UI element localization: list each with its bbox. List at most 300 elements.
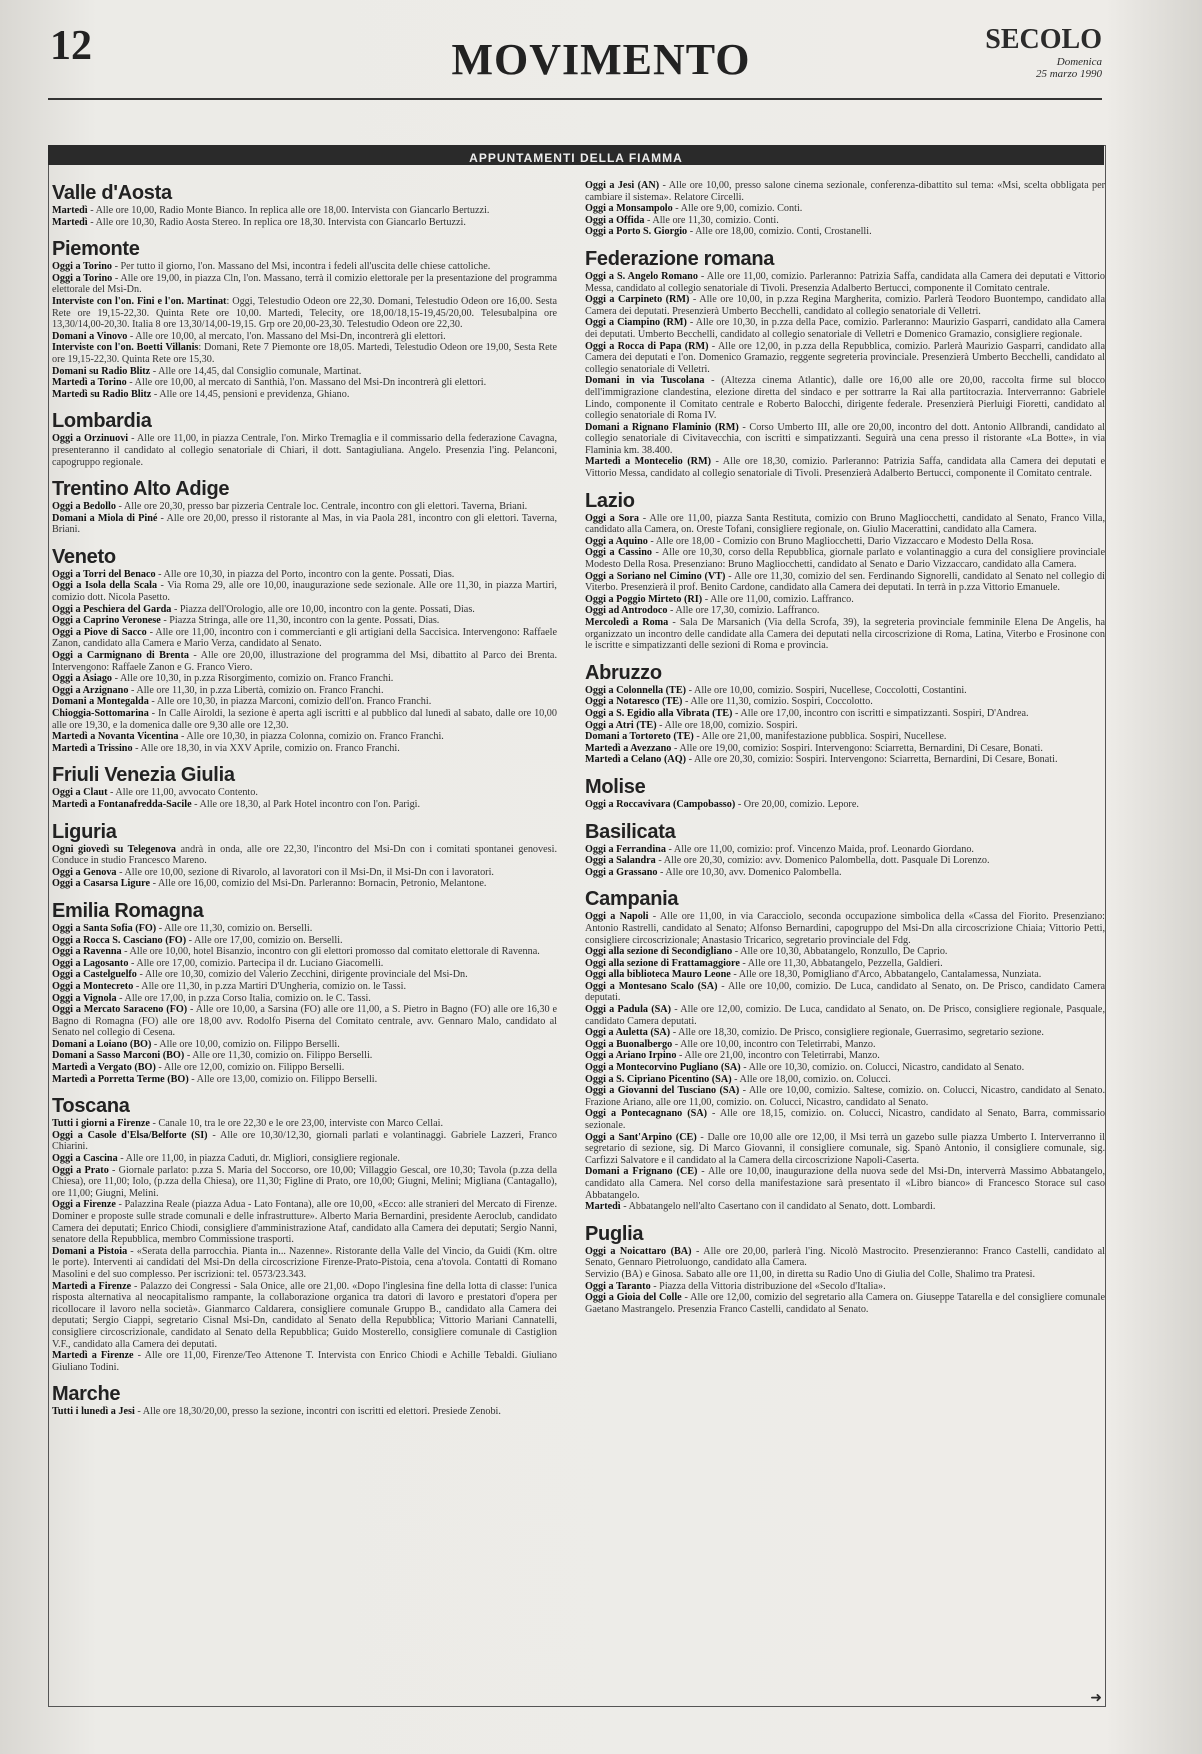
appointment-entry	[52, 366, 557, 378]
appointment-lead: Domani a Tortoreto (TE)	[585, 731, 694, 743]
appointment-entry	[585, 1132, 1105, 1167]
appointment-lead: Oggi a Casole d'Elsa/Belforte (SI)	[52, 1129, 208, 1141]
appointment-lead: Oggi a Torino	[52, 272, 113, 284]
appointment-text: - Alle ore 10,00, comizio. Sospiri, Nucellese, Coccolotti, Costantini.	[686, 684, 967, 696]
appointment-lead: Oggi a Ariano Irpino	[585, 1050, 677, 1062]
region-heading: Veneto	[52, 545, 116, 568]
region-heading: Lazio	[585, 489, 635, 512]
appointment-entry	[585, 1004, 1105, 1027]
appointment-entry	[52, 923, 557, 935]
appointment-entry	[585, 547, 1105, 570]
appointment-entry	[52, 569, 557, 581]
appointment-lead: Oggi a Montecreto	[52, 980, 134, 992]
appointment-entry	[52, 296, 557, 331]
appointment-text: : Oggi, Telestudio Odeon ore 22,30. Domani, Telestudio Odeon ore 16,00. Sesta Rete ore 19,15-22,30. Quinta Rete ore 10,00. Martedì, Telecity, ore 18,00/18,15-19,45/20,00. Telesubalpina ore 13,30/14,00-20,30. Italia 8 ore 13,30/14,00-19,15. Grp ore 20,00-23,30. Telestudio Odeon ore 22,30.	[52, 295, 557, 331]
page-number: 12	[50, 23, 92, 69]
appointment-lead: Martedì a Porretta Terme (BO)	[52, 1073, 189, 1085]
appointment-lead: Martedì a Torino	[52, 377, 127, 389]
region-heading: Trentino Alto Adige	[52, 478, 230, 501]
region-block	[585, 1223, 1105, 1316]
continue-arrow-icon: ➜	[1090, 1691, 1102, 1706]
appointment-lead: Domani a Frignano (CE)	[585, 1166, 698, 1178]
appointment-text: - Alle ore 11,00, avvocato Contento.	[107, 787, 258, 799]
appointment-lead: Domani a Loiano (BO)	[52, 1038, 152, 1050]
appointment-lead: Interviste con l'on. Boetti Villanis	[52, 342, 199, 354]
appointment-entry	[52, 799, 557, 811]
appointment-text: - Alle ore 10,30, comizio del Valerio Zecchini, dirigente provinciale del Msi-Dn.	[136, 969, 468, 981]
appointment-entry	[52, 273, 557, 296]
appointment-lead: Oggi a Ciampino (RM)	[585, 317, 687, 329]
appointment-text: - Alle ore 20,30, presso bar pizzeria Centrale loc. Centrale, incontro con gli elettori. Taverna, Briani.	[115, 501, 528, 513]
appointment-text: - Alle ore 18,00, comizio. on. Colucci.	[731, 1073, 891, 1085]
appointment-entry	[52, 1153, 557, 1165]
appointment-entry	[585, 536, 1105, 548]
appointment-lead: Oggi a Carpineto (RM)	[585, 294, 690, 306]
appointment-lead: Oggi a Carmignano di Brenta	[52, 650, 189, 662]
appointment-lead: Oggi a Noicattaro (BA)	[585, 1245, 692, 1257]
appointment-entry	[585, 215, 1105, 227]
appointment-lead: Martedì a Montecelio (RM)	[585, 456, 712, 468]
appointment-text: - Alle ore 10,00, comizio. Saltese, comizio. on. Colucci, Nicastro, candidato al Senato. Frazione Ariano, alle ore 11,00, comizio. on. Colucci, Nicastro, candidato al Senato.	[585, 1085, 1105, 1108]
appointment-entry	[585, 799, 1105, 811]
date-day: Domenica	[1056, 56, 1102, 68]
appointment-text: - Alle ore 11,00, comizio: prof. Vincenzo Maida, prof. Leonardo Giordano.	[665, 843, 974, 855]
appointment-lead: Oggi a Buonalbergo	[585, 1038, 673, 1050]
appointment-entry	[52, 1350, 557, 1373]
appointment-entry	[52, 1062, 557, 1074]
section-title: MOVIMENTO	[451, 35, 751, 84]
appointment-text: - Alle ore 18,00, comizio. Conti, Crostanelli.	[687, 226, 872, 238]
region-block	[585, 888, 1105, 1212]
appointment-entry	[52, 1118, 557, 1130]
appointment-entry	[585, 1050, 1105, 1062]
appointment-entry	[585, 946, 1105, 958]
appointment-text: - Alle ore 18,30, al Park Hotel incontro con l'on. Parigi.	[191, 798, 421, 810]
appointment-lead: Oggi a Gioia del Colle	[585, 1292, 682, 1304]
appointment-entry	[585, 855, 1105, 867]
region-heading: Marche	[52, 1383, 121, 1406]
appointment-text: - Alle ore 21,00, manifestazione pubblica. Sospiri, Nucellese.	[693, 731, 947, 743]
appointment-lead: Oggi a Soriano nel Cimino (VT)	[585, 570, 726, 582]
appointment-entry	[585, 867, 1105, 879]
appointment-text: - Palazzo dei Congressi - Sala Onice, alle ore 21,00. «Dopo l'inglesina fine della lotta di classe: l'unica risposta alternativa al neocapitalismo rampante, la collaborazione organica tra datori di lavoro e prestatori d'opera per ricollocare il lavoro nella società». Gianmarco Caldarera, consigliere comunale Gruppo B., candidato alla Camera dei deputati; Sergio Ciappi, segretario Cisnal Msi-Dn, candidato al Senato della Repubblica; Vittorio Mariani Cannatelli, consigliere circoscrizionale, candidato al Senato della Repubblica; Guido Mosterello, consigliere comunale di Castiglion V.F., candidato alla Camera dei deputati.	[52, 1280, 557, 1350]
region-block	[52, 764, 557, 810]
appointment-text: - Palazzina Reale (piazza Adua - Lato Fontana), alle ore 10,00, «Ecco: alle stranieri del Mercato di Firenze. Dominer e proposte sulle strade comunali e delle infrastrutture». Alberto Maria Bernardini, presidente Aeroclub, candidato Camera dei deputati; Enrico Chiodi, consigliere d'amministrazione Ataf, candidato alla Camera dei deputati; Sergio Nanni, senatore della Repubblica, membro Commissione trasporti.	[52, 1199, 557, 1246]
section-banner: APPUNTAMENTI DELLA FIAMMA	[48, 145, 1104, 165]
appointment-lead: Oggi ad Antrodoco	[585, 605, 668, 617]
appointment-entry	[585, 969, 1105, 981]
appointment-lead: Martedì a Trissino	[52, 742, 133, 754]
appointment-text: : Domani, Rete 7 Piemonte ore 18,05. Martedì, Telestudio Odeon ore 19,00, Sesta Rete ore 19,15-22,30. Quinta Rete ore 15,30.	[52, 342, 557, 365]
appointment-text: - Giornale parlato: p.zza S. Maria del Soccorso, ore 10,00; Villaggio Gescal, ore 10,30; Tavola (p.zza della Chiesa), ore 11,00; Iolo, (p.zza della Chiesa), ore 11,30; Figline di Prato, ore 10,00; Giugni, Melini; Migliana (Cantagallo), ore 11,00; Giugni, Melini.	[52, 1164, 557, 1199]
appointment-entry	[585, 1201, 1105, 1213]
appointment-text: - Alle ore 17,00, incontro con iscritti e simpatizzanti. Sospiri, D'Andrea.	[732, 707, 1029, 719]
appointment-entry	[52, 1406, 557, 1418]
appointment-text: - Alle ore 10,00, Radio Monte Bianco. In replica alle ore 18,00. Intervista con Giancarlo Bertuzzi.	[87, 205, 490, 216]
appointment-lead: Oggi a Montesano Scalo (SA)	[585, 980, 718, 992]
appointment-lead: Oggi a Grassano	[585, 866, 658, 878]
appointment-lead: Oggi a Piove di Sacco	[52, 626, 147, 638]
appointment-lead: Oggi a Notaresco (TE)	[585, 696, 683, 708]
appointment-entry	[585, 911, 1105, 946]
region-block	[52, 1095, 557, 1373]
appointment-entry	[52, 787, 557, 799]
appointment-entry	[585, 1292, 1105, 1315]
region-heading: Toscana	[52, 1095, 130, 1118]
region-heading: Friuli Venezia Giulia	[52, 764, 235, 787]
appointment-entry	[52, 342, 557, 365]
appointment-text: andrà in onda, alle ore 22,30, l'incontro del Msi-Dn con i comitati spontanei genovesi. Conduce in studio Francesco Mareno.	[52, 843, 557, 867]
appointment-text: - In Calle Airoldi, la sezione è aperta agli iscritti e al pubblico dal lunedì al sabato, dalle ore 10,00 alle ore 19,30, e la domenica dalle ore 9,30 alle ore 12,30.	[52, 708, 557, 731]
appointment-text: - Alle ore 10,00, incontro con Teletirrabi, Manzo.	[672, 1038, 876, 1050]
region-block	[52, 1383, 557, 1418]
appointment-text: - Alle ore 20,00, parlerà l'ing. Nicolò Mastrocito. Presenzieranno: Franco Castelli, candidato al Senato, Gennaro Pietroluongo, candidato alla Camera.	[585, 1245, 1105, 1269]
appointment-entry	[52, 627, 557, 650]
appointment-lead: Oggi a Taranto	[585, 1280, 651, 1292]
region-heading: Valle d'Aosta	[52, 182, 172, 204]
appointment-entry	[52, 878, 557, 890]
region-heading: Liguria	[52, 820, 117, 843]
appointment-entry	[52, 867, 557, 879]
appointment-entry	[52, 1074, 557, 1086]
appointment-lead: Oggi a Torino	[52, 261, 113, 273]
appointment-text: - Alle ore 12,00, comizio on. Filippo Berselli.	[155, 1062, 345, 1074]
appointment-text: - Dalle ore 10,00 alle ore 12,00, il Msi terrà un gazebo sulle piazza Umberto I. Interverranno il segretario di sezione, sig. Di Marco Giovanni, il consigliere comunale, sig. Spanò Antonio, il consigliere comunale, sig. Carfizzi Salvatore e il candidato al la Camera della circoscrizione Napoli-Caserta.	[585, 1131, 1105, 1166]
appointment-entry	[52, 708, 557, 731]
appointment-entry	[52, 433, 557, 468]
appointment-entry	[52, 604, 557, 616]
region-block	[52, 410, 557, 468]
appointment-entry	[585, 605, 1105, 617]
appointment-entry	[52, 935, 557, 947]
appointment-lead: Oggi a Auletta (SA)	[585, 1027, 671, 1039]
appointment-lead: Oggi a S. Angelo Romano	[585, 270, 698, 282]
region-block	[585, 776, 1105, 811]
appointment-lead: Interviste con l'on. Fini e l'on. Martinat	[52, 295, 227, 307]
header-rule	[48, 98, 1102, 100]
appointment-lead: Oggi a Giovanni del Tusciano (SA)	[585, 1085, 740, 1097]
appointment-text: - Alle ore 11,00, comizio. Laffranco.	[702, 593, 854, 605]
appointment-entry	[52, 331, 557, 343]
appointment-lead: Oggi a Aquino	[585, 535, 648, 547]
appointment-lead: Oggi a Padula (SA)	[585, 1004, 672, 1016]
appointment-text: - Alle ore 12,00, comizio del segretario alla Camera on. Giuseppe Tatarella e del consigliere comunale Gaetano Mastrangelo. Presenzia Franco Castelli, candidato al Senato.	[585, 1292, 1105, 1315]
appointment-lead: Oggi a Ravenna	[52, 946, 122, 958]
appointment-text: - Alle ore 12,00, comizio. De Luca, candidato al Senato, on. De Prisco, consigliere regionale, Pasquale, candidato Camera deputati.	[585, 1004, 1105, 1027]
appointment-text: - Alle ore 10,00, presso salone cinema sezionale, conferenza-dibattito sul tema: «Msi, scelta obbligata per cambiare il sistema». Relatore Circelli.	[585, 180, 1105, 203]
appointment-text: - Alle ore 10,30, in p.zza Risorgimento, comizio on. Franco Franchi.	[112, 673, 394, 685]
appointment-lead: Martedì su Radio Blitz	[52, 388, 152, 400]
appointment-text: - Alle ore 17,00, in p.zza Corso Italia, comizio on. le C. Tassi.	[116, 992, 371, 1004]
appointment-lead: Martedì a Fontanafredda-Sacile	[52, 798, 192, 810]
appointment-text: - Alle ore 11,00, comizio. Parleranno: Patrizia Saffa, candidata alla Camera dei deputati e Vittorio Messa, candidato al collegio senatoriale di Tivoli. Presenzia Adalberto Bertucci, componente il Comitato centrale.	[585, 270, 1105, 294]
appointment-text: - Alle ore 11,00, piazza Santa Restituta, comizio con Bruno Magliocchetti, candidato al Senato, Franco Villa, candidato alla Camera, on. Oreste Tofani, consigliere regionale, on. Giulio Macerattini, candidato alla Camera.	[585, 512, 1105, 536]
appointment-lead: Oggi a Asiago	[52, 673, 113, 685]
appointment-lead: Oggi a Montecorvino Pugliano (SA)	[585, 1062, 741, 1074]
appointment-lead: Ogni giovedì su Telegenova	[52, 843, 176, 855]
appointment-entry	[52, 844, 557, 867]
appointment-lead: Domani a Montegalda	[52, 696, 149, 708]
appointment-text: - Alle ore 10,30, avv. Domenico Palombella.	[657, 866, 842, 878]
right-column	[585, 180, 1105, 1325]
appointment-entry	[585, 1281, 1105, 1293]
region-heading: Abruzzo	[585, 661, 662, 684]
appointment-entry	[52, 513, 557, 536]
appointment-entry	[585, 685, 1105, 697]
appointment-lead: Oggi a Sora	[585, 512, 639, 524]
region-heading: Campania	[585, 888, 679, 911]
appointment-text: - Alle ore 12,00, in p.zza della Repubblica, comizio. Parlerà Maurizio Gasparri, candidato alla Camera dei deputati e l'on. Domenico Gramazio, reggente segreteria provinciale. Presenzierà Umberto Becchelli, candidato al collegio senatoriale di Velletri.	[585, 340, 1105, 375]
appointment-lead: Domani in via Tuscolana	[585, 375, 705, 387]
appointment-text: - Alle ore 11,30, comizio del sen. Ferdinando Signorelli, candidato al Senato nel collegio di Viterbo. Presenzierà il prof. Benito Cardone, candidato alla Camera dei deputati. In terrà in p.zza Vittorio Emanuele.	[585, 570, 1105, 594]
appointment-lead: Domani a Miola di Piné	[52, 512, 158, 524]
appointment-lead: Oggi a S. Cipriano Picentino (SA)	[585, 1073, 732, 1085]
appointment-lead: Oggi a Prato	[52, 1164, 109, 1176]
region-block	[52, 182, 557, 228]
appointment-lead: Martedì a Vergato (BO)	[52, 1062, 156, 1074]
appointment-text: - Alle ore 10,30, in piazza del Porto, incontro con la gente. Possati, Dias.	[155, 568, 455, 580]
appointment-entry	[52, 501, 557, 513]
appointment-entry	[585, 1062, 1105, 1074]
appointment-lead: Oggi a Jesi (AN)	[585, 180, 660, 191]
appointment-text: - Alle ore 20,30, comizio: Sospiri. Intervengono: Sciarretta, Bernardini, Di Cesare, Bonati.	[686, 754, 1058, 766]
appointment-text: - Alle ore 10,00, comizio. De Luca, candidato al Senato, on. De Prisco, candidato Camera deputati.	[585, 980, 1105, 1004]
appointment-entry	[52, 1039, 557, 1051]
appointment-lead: Oggi a Peschiera del Garda	[52, 603, 172, 615]
appointment-lead: Oggi a Offida	[585, 214, 645, 226]
region-block	[52, 821, 557, 890]
appointment-text: - Alle ore 10,00, al mercato di Santhià, l'on. Massano del Msi-Dn incontrerà gli elettori.	[126, 377, 487, 389]
left-column	[52, 180, 557, 1428]
appointment-entry	[585, 294, 1105, 317]
appointment-entry	[585, 180, 1105, 203]
appointment-entry	[52, 731, 557, 743]
appointment-entry	[585, 731, 1105, 743]
appointment-lead: Oggi a Ferrandina	[585, 843, 666, 855]
appointment-entry	[52, 981, 557, 993]
appointment-lead: Oggi a Torri del Benaco	[52, 568, 156, 580]
appointment-text: - Alle ore 11,30, comizio. Conti.	[644, 214, 779, 226]
appointment-text: - Alle ore 19,00, in piazza Cln, l'on. Massano, terrà il comizio elettorale per la presentazione del programma elettorale del Msi-Dn.	[52, 272, 557, 296]
appointment-lead: Oggi a Porto S. Giorgio	[585, 226, 688, 238]
appointment-lead: Oggi a Casarsa Ligure	[52, 878, 151, 890]
appointment-text: - Alle ore 11,00, in via Caracciolo, seconda occupazione simbolica della «Cassa del Fiorito. Presenziano: Antonio Rastrelli, candidato al Senato; Alfonso Bernardini, capogruppo del Msi-Dn alla circoscrizione Chiaia; Vittorio Petti, consigliere circoscrizionale; Anastasio Tricarico, segretario provinciale del Fdg.	[585, 911, 1105, 946]
appointment-lead: Oggi a Santa Sofia (FO)	[52, 922, 157, 934]
appointment-lead: Oggi a Salandra	[585, 855, 656, 867]
appointment-lead: Oggi a Poggio Mirteto (RI)	[585, 593, 703, 605]
appointment-lead: Oggi a Arzignano	[52, 684, 129, 696]
appointment-text: - Alle ore 18,15, comizio. on. Colucci, Nicastro, candidato al Senato, Barra, commissario sezionale.	[585, 1108, 1105, 1131]
appointment-text: - Alle ore 10,00, in p.zza Regina Margherita, comizio. Parlerà Teodoro Buontempo, candidato alla Camera dei deputati. Presenzierà Umberto Becchelli, candidato al collegio senatoriale di Velletri.	[585, 294, 1106, 317]
appointment-lead: Oggi a Monsampolo	[585, 203, 673, 215]
appointment-entry	[585, 1246, 1105, 1269]
appointment-entry	[52, 615, 557, 627]
region-block	[585, 180, 1105, 238]
date-full: 25 marzo 1990	[1035, 68, 1102, 80]
appointment-text: - Piazza della Vittoria distribuzione del «Secolo d'Italia».	[650, 1280, 886, 1292]
appointment-text: - Alle ore 10,00, hotel Bisanzio, incontro con gli elettori promosso dal comitato elettorale di Ravenna.	[121, 946, 540, 958]
appointment-lead: Oggi a Castelguelfo	[52, 969, 137, 981]
appointment-text: - Alle ore 18,00 - Comizio con Bruno Magliocchetti, Dario Vizzaccaro e Modesto Della Rosa.	[647, 535, 1034, 547]
appointment-entry	[585, 754, 1105, 766]
appointment-text: - Alle ore 18,30, comizio. De Prisco, consigliere regionale, Guerrasimo, segretario sezione.	[670, 1027, 1044, 1039]
appointment-entry	[585, 1166, 1105, 1201]
region-heading: Puglia	[585, 1222, 644, 1245]
appointment-entry	[585, 743, 1105, 755]
appointment-entry	[585, 375, 1105, 421]
appointment-text: - Alle ore 21,00, incontro con Teletirrabi, Manzo.	[676, 1050, 880, 1062]
appointment-lead: Domani a Rignano Flaminio (RM)	[585, 421, 739, 433]
appointment-text: - Alle ore 20,00, presso il ristorante al Mas, in via Paola 281, incontro con gli elettori. Taverna, Briani.	[52, 512, 557, 536]
appointment-entry	[585, 456, 1105, 479]
region-block	[585, 662, 1105, 766]
appointment-lead: Oggi a Rocca S. Casciano (FO)	[52, 934, 187, 946]
appointment-text: - Piazza dell'Orologio, alle ore 10,00, incontro con la gente. Possati, Dias.	[171, 603, 475, 615]
appointment-entry	[585, 844, 1105, 856]
region-heading: Basilicata	[585, 820, 676, 843]
appointment-lead: Oggi a Sant'Arpino (CE)	[585, 1131, 697, 1143]
appointment-text: - Canale 10, tra le ore 22,30 e le ore 23,00, interviste con Marco Cellai.	[149, 1118, 443, 1130]
appointment-entry	[52, 1199, 557, 1245]
appointment-lead: Oggi a Cascina	[52, 1153, 118, 1165]
appointment-text: - Alle ore 17,00, comizio on. Berselli.	[186, 934, 343, 946]
region-block	[52, 478, 557, 536]
appointment-text: - Alle ore 11,30, comizio on. Filippo Berselli.	[184, 1050, 373, 1062]
appointment-entry	[585, 513, 1105, 536]
appointment-entry	[52, 969, 557, 981]
appointment-lead: Oggi a Bedollo	[52, 501, 116, 513]
appointment-text: - Piazza Stringa, alle ore 11,30, incontro con la gente. Possati, Dias.	[160, 615, 440, 627]
appointment-lead: Tutti i giorni a Firenze	[52, 1118, 150, 1130]
appointment-text: - Alle ore 10,30, in piazza Colonna, comizio on. Franco Franchi.	[178, 731, 444, 743]
masthead	[985, 24, 1102, 80]
appointment-text: - Alle ore 10,30, corso della Repubblica, giornale parlato e volantinaggio a cura del consigliere provinciale Modesto Della Rosa. Presenziano: Bruno Magliocchetti, candidato al Senato e Dario Vizzaccaro, candidato alla Camera.	[585, 547, 1106, 571]
appointment-text: - Sala De Marsanich (Via della Scrofa, 39), la segreteria provinciale femminile Elena De Angelis, ha organizzato un incontro delle candidate alla Camera dei deputati nella circoscrizione di Roma, Latina, Viterbo e Frosinone con le iscritte e simpatizzanti delle sezioni di Roma e provincia.	[585, 617, 1105, 652]
appointment-text: - Alle ore 11,30, comizio on. Berselli.	[156, 922, 313, 934]
appointment-entry	[585, 594, 1105, 606]
appointment-lead: Domani a Pistoia	[52, 1245, 128, 1257]
appointment-text: - Per tutto il giorno, l'on. Massano del Msi, incontra i fedeli all'uscita delle chiese cattoliche.	[112, 261, 491, 273]
appointment-lead: Oggi a Caprino Veronese	[52, 615, 161, 627]
appointment-text: - Alle ore 18,30, comizio. Parleranno: Patrizia Saffa, candidata alla Camera dei deputati e Vittorio Messa, candidato al collegio senatoriale di Tivoli. Presenzierà Adalberto Bertucci, componente il Comitato centrale.	[585, 456, 1105, 480]
appointment-lead: Martedì	[585, 1201, 621, 1213]
appointment-lead: Oggi alla sezione di Frattamaggiore	[585, 957, 740, 969]
appointment-lead: Martedì a Novanta Vicentina	[52, 731, 179, 743]
appointment-text: - Alle ore 13,00, comizio on. Filippo Berselli.	[188, 1073, 378, 1085]
appointment-lead: Martedì a Firenze	[52, 1350, 134, 1362]
appointment-entry	[585, 1027, 1105, 1039]
appointment-text: - Alle ore 10,00, al mercato, l'on. Massano del Msi-Dn, incontrerà gli elettori.	[127, 330, 446, 342]
appointment-entry	[585, 981, 1105, 1004]
appointment-lead: Martedì	[52, 205, 88, 216]
appointment-text: - Alle ore 18,30/20,00, presso la sezione, incontri con iscritti ed elettori. Presiede Zenobi.	[134, 1406, 501, 1418]
appointment-text: - Alle ore 14,45, dal Consiglio comunale, Martinat.	[150, 365, 362, 377]
appointment-text: - Alle ore 10,30, Radio Aosta Stereo. In replica ore 18,30. Intervista con Giancarlo Bertuzzi.	[87, 216, 466, 228]
region-block	[52, 546, 557, 755]
appointment-entry	[585, 226, 1105, 238]
appointment-entry	[52, 217, 557, 229]
appointment-entry	[52, 205, 557, 217]
appointment-lead: Oggi alla biblioteca Mauro Leone	[585, 969, 731, 981]
region-block	[52, 238, 557, 400]
appointment-lead: Oggi alla sezione di Secondigliano	[585, 946, 733, 958]
appointment-entry	[52, 377, 557, 389]
appointment-entry	[52, 673, 557, 685]
region-block	[52, 900, 557, 1085]
appointment-entry	[52, 261, 557, 273]
appointment-entry	[52, 580, 557, 603]
appointment-lead: Domani a Vinovo	[52, 330, 128, 342]
appointment-entry	[585, 1074, 1105, 1086]
appointment-entry	[585, 571, 1105, 594]
appointment-text: - Abbatangelo nell'alto Casertano con il candidato al Senato, dott. Lombardi.	[620, 1201, 936, 1213]
appointment-lead: Martedì a Avezzano	[585, 742, 672, 754]
appointment-entry	[52, 958, 557, 970]
appointment-entry	[52, 1246, 557, 1281]
appointment-text: - Alle ore 10,00, comizio on. Filippo Berselli.	[151, 1038, 340, 1050]
appointment-lead: Chioggia-Sottomarina	[52, 708, 149, 719]
appointment-text: - Alle ore 10,30/12,30, giornali parlati e volantinaggi. Gabriele Lazzeri, Franco Chiarini.	[52, 1129, 557, 1153]
appointment-text: - Alle ore 11,00, in piazza Centrale, l'on. Mirko Tremaglia e il commissario della federazione Cavagna, presenteranno il candidato al collegio senatoriale di Chiari, il dott. Santagiuliana. Angelo. Presenzia l'ing. Pelanconi, capogruppo regionale.	[52, 433, 557, 468]
appointment-entry	[52, 743, 557, 755]
appointment-entry	[585, 1085, 1105, 1108]
region-heading: Federazione romana	[585, 247, 775, 270]
appointment-text: - Alle ore 10,30, in p.zza della Pace, comizio. Parleranno: Maurizio Gasparri, candidato alla Camera dei deputati. Umberto Becchelli, candidato al collegio senatoriale di Velletri e Domenico Gramazio, consigliere regionale.	[585, 317, 1105, 340]
appointment-lead: Martedì a Firenze	[52, 1280, 132, 1292]
appointment-text: - Alle ore 20,30, comizio: avv. Domenico Palombella, dott. Pasquale Di Lorenzo.	[655, 855, 990, 867]
appointment-entry	[52, 1004, 557, 1039]
appointment-text: - Alle ore 11,30, in p.zza Libertà, comizio on. Franco Franchi.	[128, 684, 384, 696]
appointment-text: - Alle ore 10,30, Abbatangelo, Ronzullo, De Caprio.	[732, 946, 948, 958]
appointment-lead: Oggi a Pontecagnano (SA)	[585, 1108, 708, 1120]
appointment-lead: Oggi a Atri (TE)	[585, 719, 657, 731]
appointment-lead: Oggi a Firenze	[52, 1199, 116, 1211]
appointment-text: - Alle ore 18,30, Pomigliano d'Arco, Abbatangelo, Cantalamessa, Nunziata.	[730, 969, 1042, 981]
appointment-text: - Alle ore 11,30, comizio. Sospiri, Coccolotto.	[682, 696, 873, 708]
appointment-entry	[585, 720, 1105, 732]
appointment-text: - Via Roma 29, alle ore 10,00, inaugurazione sede sezionale. Alle ore 11,30, in piazza Martiri, comizio dott. Nicola Pasetto.	[52, 580, 557, 604]
appointment-lead: Oggi a Lagosanto	[52, 957, 129, 969]
appointment-lead: Martedì a Celano (AQ)	[585, 754, 687, 766]
appointment-text: - Alle ore 17,00, comizio. Partecipa il dr. Luciano Giacomelli.	[128, 957, 384, 969]
appointment-lead: Oggi a Colonnella (TE)	[585, 684, 687, 696]
appointment-lead: Oggi a Napoli	[585, 911, 649, 923]
appointment-entry	[52, 946, 557, 958]
appointment-lead: Oggi a Cassino	[585, 547, 653, 559]
appointment-text: - (Altezza cinema Atlantic), dalle ore 16,00 alle ore 20,00, raccolta firme sul blocco dell'immigrazione clandestina, elezione diretta del sindaco e per sottrarre la Rai alla partitocrazia. Interverranno: Gabriele Lindo, componente il Comitato centrale e Roberto Balocchi, dirigente federale. Presenzierà Pierluigi Fioretti, candidato al collegio senatoriale di Roma IV.	[585, 375, 1105, 422]
appointment-lead: Oggi a Vignola	[52, 992, 117, 1004]
appointment-text: - Alle ore 11,30, Abbatangelo, Pezzella, Galdieri.	[739, 957, 943, 969]
appointment-text: - Alle ore 11,00, in piazza Caduti, dr. Migliori, consigliere regionale.	[117, 1153, 400, 1165]
appointment-text: - Ore 20,00, comizio. Lepore.	[735, 798, 859, 810]
appointment-entry	[52, 1050, 557, 1062]
appointment-lead: Domani su Radio Blitz	[52, 365, 151, 377]
appointment-text: - Alle ore 10,30, in piazza Marconi, comizio dell'on. Franco Franchi.	[148, 696, 432, 708]
appointment-text: - Corso Umberto III, alle ore 20,00, incontro del dott. Antonio Allbrandi, candidato al collegio senatoriale di Civitavecchia, con iscritti e simpatizzanti. Seguirà una cena presso il ristorante «La Botte», in via Flaminia km. 38.400.	[585, 421, 1106, 456]
appointment-entry	[52, 685, 557, 697]
appointment-text: - Alle ore 18,00, comizio. Sospiri.	[656, 719, 798, 731]
appointment-lead: Martedì	[52, 216, 88, 228]
appointment-text: - Alle ore 10,00, inaugurazione della nuova sede del Msi-Dn, interverrà Massimo Abbatangelo, candidato alla Camera. Nel corso della manifestazione sarà presentato il «Libro bianco» di Francesco Storace sul caso Abbatangelo.	[585, 1166, 1105, 1201]
appointment-text: - Alle ore 10,00, a Sarsina (FO) alle ore 11,00, a S. Pietro in Bagno (FO) alle ore 16,30 e Bagno di Romagna (FO) alle ore 18,00 avv. Rodolfo Piserna del Comitato centrale, avv. Gennaro Malo, candidato al Senato nel collegio di Cesena.	[52, 1004, 557, 1039]
appointment-entry	[585, 708, 1105, 720]
appointment-text: - Alle ore 17,30, comizio. Laffranco.	[667, 605, 820, 617]
appointment-entry	[52, 650, 557, 673]
appointment-lead: Oggi a S. Egidio alla Vibrata (TE)	[585, 707, 733, 719]
appointment-entry	[585, 203, 1105, 215]
appointment-entry	[52, 1165, 557, 1200]
appointment-entry	[585, 1108, 1105, 1131]
